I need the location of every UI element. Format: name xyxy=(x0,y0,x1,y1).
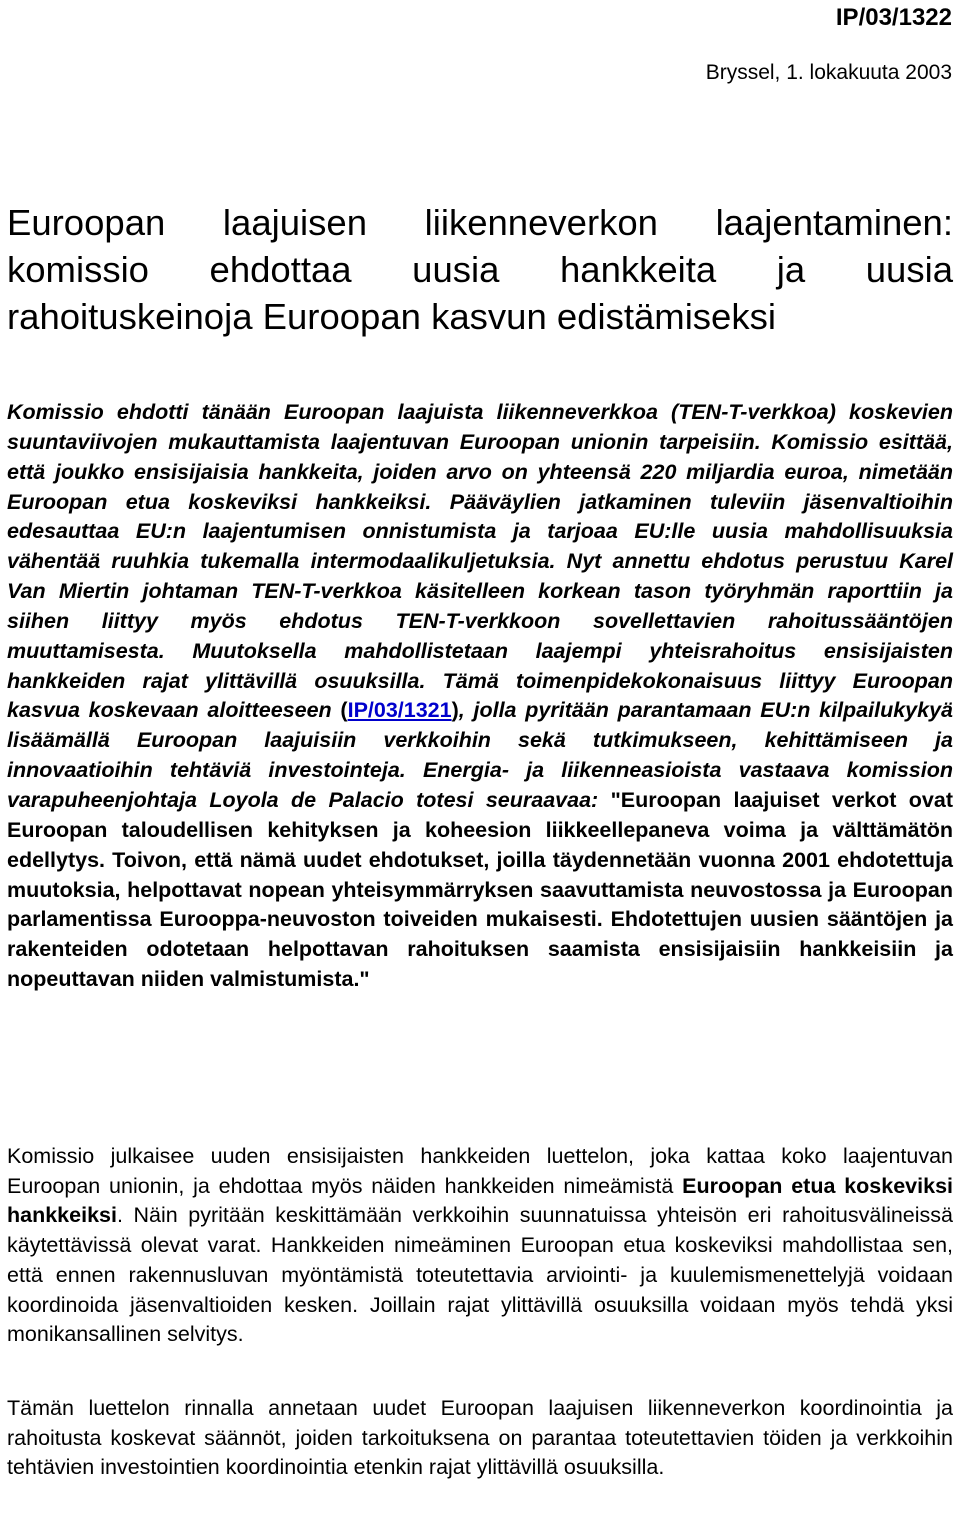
lead-text: Komissio ehdotti tänään Euroopan laajuista liikenneverkkoa (TEN-T-verkkoa) koskevien suuntaviivojen mukauttamista laajentuvan Euroopan unionin tarpeisiin. Komissio esittää, että joukko ensisijaisia hankkeita, joiden arvo on yhteensä 220 miljardia euroa, nimetään Euroopan etua koskeviksi hankkeiksi. Pääväylien jatkaminen tuleviin jäsenvaltioihin edesauttaa EU:n laajentumisen onnistumista ja tarjoaa EU:lle uusia mahdollisuuksia vähentää ruuhkia tukemalla intermodaalikuljetuksia. Nyt annettu ehdotus perustuu Karel Van Miertin johtaman TEN-T-verkkoa käsitelleen korkean tason työryhmän raporttiin ja siihen liittyy myös ehdotus TEN-T-verkkoon sovellettavien rahoitussääntöjen muuttamisesta. Muutoksella mahdollistetaan laajempi yhteisrahoitus ensisijaisten hankkeiden rajat ylittävillä osuuksilla. Tämä toimenpidekokonaisuus liittyy Euroopan kasvua koskevaan aloitteeseen xyxy=(7,400,953,723)
quote-text: "Euroopan laajuiset verkot ovat Euroopan taloudellisen kehityksen ja koheesion liikkeellepaneva voima ja välttämätön edellytys. Toivon, että nämä uudet ehdotukset, joilla täydennetään vuonna 2001 ehdotettuja muutoksia, helpottavat nopean yhteisymmärryksen saavuttamista neuvostossa ja Euroopan parlamentissa Eurooppa-neuvoston toiveiden mukaisesti. Ehdotettujen uusien sääntöjen ja rakenteiden odotetaan helpottavan rahoituksen saamista ensisijaisiin hankkeisiin ja nopeuttavan niiden valmistumista." xyxy=(7,787,953,992)
dateline: Bryssel, 1. lokakuuta 2003 xyxy=(705,61,952,84)
lead-paragraph xyxy=(7,398,953,995)
press-release-title: Euroopan laajuisen liikenneverkon laajentaminen: komissio ehdottaa uusia hankkeita ja uusia rahoituskeinoja Euroopan kasvun edistämiseksi xyxy=(7,202,953,337)
document-id: IP/03/1322 xyxy=(835,4,952,31)
link-paren-close: ) xyxy=(451,698,459,723)
lead-text-continued: , jolla pyritään parantamaan EU:n kilpailukykyä lisäämällä Euroopan laajuisiin verkkoihin sekä tutkimukseen, kehittämiseen ja innovaatioihin tehtäviä investointeja. Energia- ja liikenneasioista vastaava komission varapuheenjohtaja Loyola de Palacio totesi seuraavaa: xyxy=(7,698,953,812)
paragraph-text: Komissio julkaisee uuden ensisijaisten hankkeiden luettelon, joka kattaa koko laajentuvan Euroopan unionin, ja ehdottaa myös näiden hankkeiden nimeämistä xyxy=(7,1144,953,1198)
body-paragraph-coordination: Tämän luettelon rinnalla annetaan uudet Euroopan laajuisen liikenneverkon koordinointia ja rahoitusta koskevat säännöt, joiden tarkoituksena on parantaa toteutettavien töiden ja verkkoihin tehtävien investointien koordinointia etenkin rajat ylittävillä osuuksilla. xyxy=(7,1396,953,1480)
body-paragraph-priority-projects xyxy=(7,1142,953,1350)
link-paren-open: ( xyxy=(340,698,348,723)
paragraph-text-continued: . Näin pyritään keskittämään verkkoihin suunnatuissa yhteisön eri rahoitusvälineissä käytettävissä olevat varat. Hankkeiden nimeäminen Euroopan etua koskeviksi mahdollistaa sen, että ennen rakennusluvan myöntämistä toteutettavia arviointi- ja kuulemismenettelyjä voidaan koordinoida jäsenvaltioiden kesken. Joillain rajat ylittävillä osuuksilla voidaan myös tehdä yksi monikansallinen selvitys. xyxy=(7,1203,953,1347)
emphasis-text: Euroopan etua koskeviksi hankkeiksi xyxy=(7,1173,953,1228)
ip-reference-link[interactable]: IP/03/1321 xyxy=(347,698,452,723)
